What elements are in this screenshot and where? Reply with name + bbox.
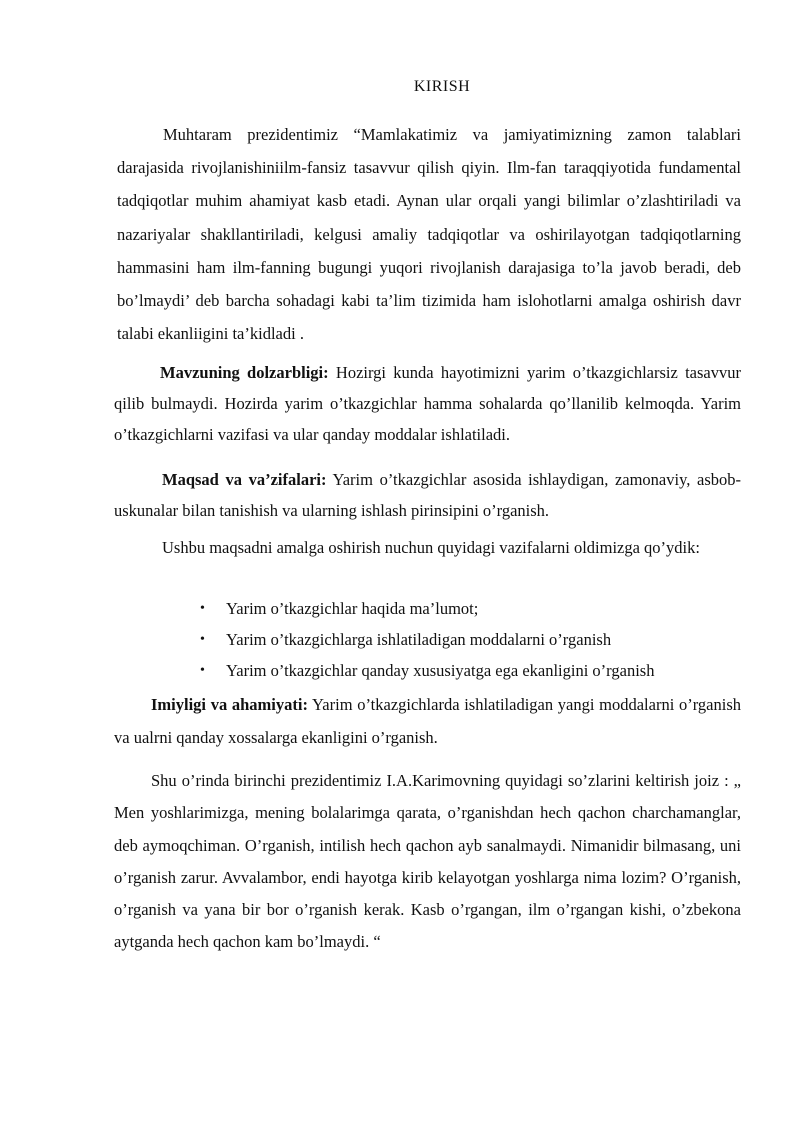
goals-heading: Maqsad va va’zifalari:	[162, 470, 327, 489]
goals-paragraph	[114, 464, 741, 526]
novelty-paragraph	[114, 688, 741, 754]
tasks-list	[200, 593, 654, 686]
novelty-text: Yarim o’tkazgichlarda ishlatiladigan yangi moddalarni o’rganish va ualrni qanday xossalarga ekanligini o’rganish.	[114, 695, 741, 747]
task-text: Yarim o’tkazgichlar qanday xususiyatga ega ekanligini o’rganish	[226, 661, 655, 680]
intro-paragraph: Muhtaram prezidentimiz “Mamlakatimiz va jamiyatimizning zamon talablari darajasida rivojlanishiniilm-fansiz tasavvur qilish qiyin. Ilm-fan taraqqiyotida fundamental tadqiqotlar muhim ahamiyat kasb etadi. Aynan ular orqali yangi bilimlar o’zlashtiriladi va nazariyalar shakllantiriladi, kelgusi amaliy tadqiqotlar va oshirilayotgan tadqiqotlarning hammasini ham ilm-fanning bugungi yuqori rivojlanish darajasiga to’la javob beradi, deb bo’lmaydi’ deb barcha sohadagi kabi ta’lim tizimida ham islohotlarni amalga oshirish davr talabi ekanliigini ta’kidladi .	[117, 125, 741, 344]
task-text: Yarim o’tkazgichlar haqida ma’lumot;	[226, 599, 479, 618]
list-item	[200, 593, 654, 624]
bullet-icon: •	[200, 663, 205, 678]
task-text: Yarim o’tkazgichlarga ishlatiladigan moddalarni o’rganish	[226, 630, 612, 649]
novelty-heading: Imiyligi va ahamiyati:	[151, 695, 308, 714]
page-title: KIRISH	[413, 78, 471, 95]
relevance-paragraph	[114, 357, 741, 450]
list-item	[200, 655, 654, 686]
relevance-text: Hozirgi kunda hayotimizni yarim o’tkazgichlarsiz tasavvur qilib bulmaydi. Hozirda yarim o’tkazgichlar hamma sohalarda qo’llanilib kelmoqda. Yarim o’tkazgichlarni vazifasi va ular qanday moddalar ishlatiladi.	[114, 363, 741, 444]
tasks-intro-paragraph: Ushbu maqsadni amalga oshirish nuchun quyidagi vazifalarni oldimizga qo’ydik:	[162, 538, 700, 557]
quote-paragraph: Shu o’rinda birinchi prezidentimiz I.A.Karimovning quyidagi so’zlarini keltirish joiz : „ Men yoshlarimizga, mening bolalarimga qarata, o’rganishdan hech qachon charchamanglar, deb aymoqchiman. O’rganish, intilish hech qachon ayb sanalmaydi. Nimanidir bilmasang, uni o’rganish zarur. Avvalambor, endi hayotga kirib kelayotgan yoshlarga nima lozim? O’rganish, o’rganish va yana bir bor o’rganish kerak. Kasb o’rgangan, ilm o’rgangan kishi, o’zbekona aytganda hech qachon kam bo’lmaydi. “	[114, 771, 741, 952]
list-item	[200, 624, 654, 655]
bullet-icon: •	[200, 632, 205, 647]
bullet-icon: •	[200, 601, 205, 616]
goals-text: Yarim o’tkazgichlar asosida ishlaydigan, zamonaviy, asbob-uskunalar bilan tanishish va ularning ishlash pirinsipini o’rganish.	[114, 470, 741, 520]
relevance-heading: Mavzuning dolzarbligi:	[160, 363, 329, 382]
